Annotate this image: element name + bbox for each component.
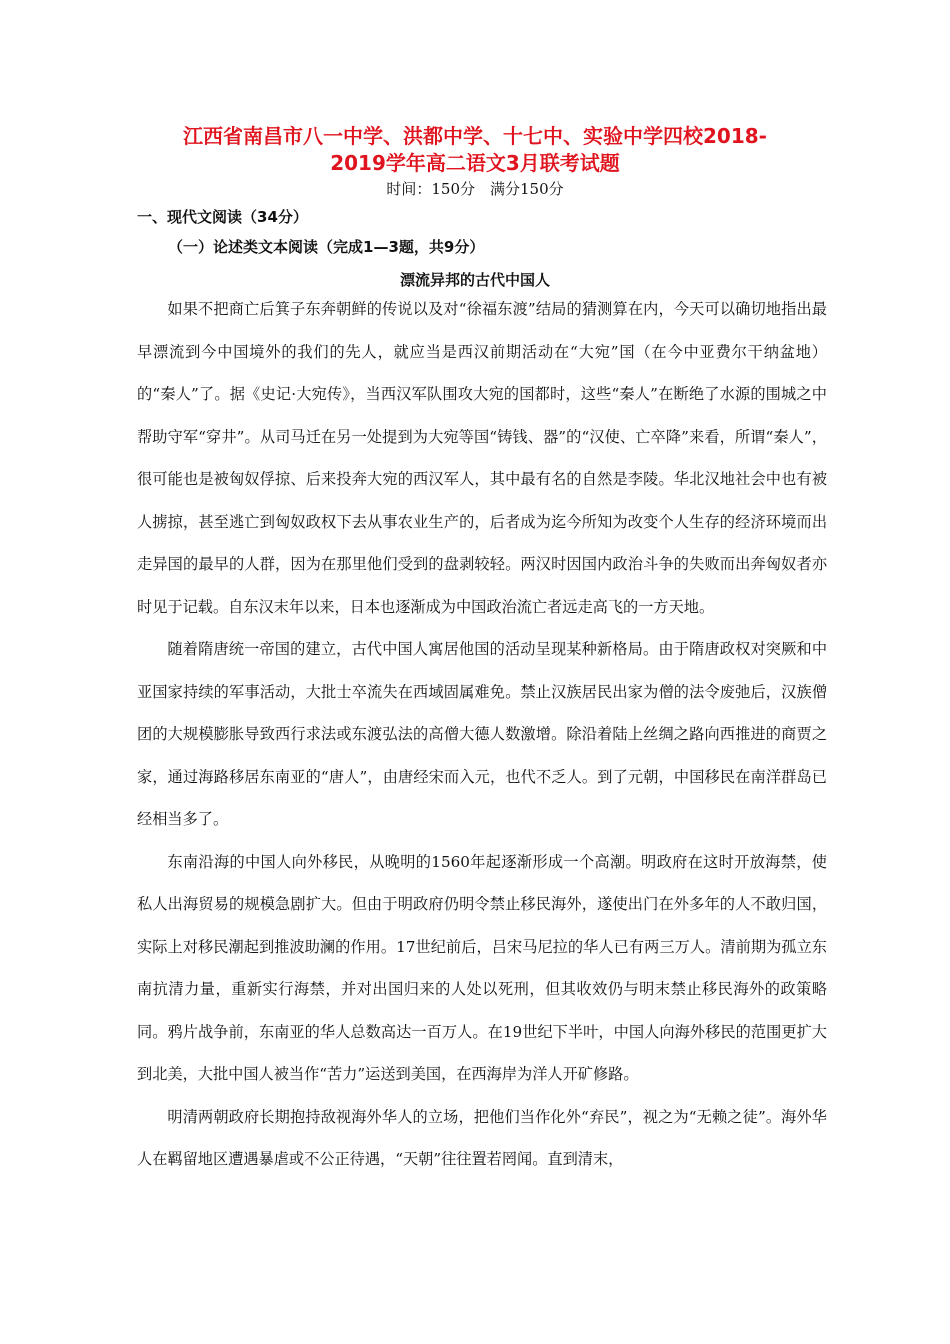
section-subheading: （一）论述类文本阅读（完成1—3题，共9分） [168, 238, 485, 256]
section-heading: 一、现代文阅读（34分） [137, 208, 308, 226]
article-paragraph-1: 如果不把商亡后箕子东奔朝鲜的传说以及对“徐福东渡”结局的猜测算在内，今天可以确切地指出最早漂流到今中国境外的我们的先人，就应当是西汉前期活动在“大宛”国（在今中亚费尔干纳盆地）的“秦人”了。据《史记·大宛传》，当西汉军队围攻大宛的国都时，这些“秦人”在断绝了水源的围城之中帮助守军“穿井”。从司马迁在另一处提到为大宛等国“铸钱、器”的“汉使、亡卒降”来看，所谓“秦人”，很可能也是被匈奴俘掠、后来投奔大宛的西汉军人，其中最有名的自然是李陵。华北汉地社会中也有被人掳掠，甚至逃亡到匈奴政权下去从事农业生产的，后者成为迄今所知为改变个人生存的经济环境而出走异国的最早的人群，因为在那里他们受到的盘剥较轻。两汉时因国内政治斗争的失败而出奔匈奴者亦时见于记载。自东汉末年以来，日本也逐渐成为中国政治流亡者远走高飞的一方天地。 [137, 300, 827, 616]
exam-title-line-2: 2019学年高二语文3月联考试题 [330, 151, 620, 175]
exam-time-score: 时间：150分 满分150分 [386, 180, 564, 198]
article-paragraph-4: 明清两朝政府长期抱持敌视海外华人的立场，把他们当作化外“弃民”，视之为“无赖之徒”。海外华人在羁留地区遭遇暴虐或不公正待遇，“天朝”往往置若罔闻。直到清末， [137, 1107, 827, 1168]
article-title: 漂流异邦的古代中国人 [399, 271, 550, 289]
exam-title-line-1: 江西省南昌市八一中学、洪都中学、十七中、实验中学四校2018- [183, 124, 767, 148]
article-paragraph-3: 东南沿海的中国人向外移民，从晚明的1560年起逐渐形成一个高潮。明政府在这时开放海禁，使私人出海贸易的规模急剧扩大。但由于明政府仍明令禁止移民海外，遂使出门在外多年的人不敢归国，实际上对移民潮起到推波助澜的作用。17世纪前后，吕宋马尼拉的华人已有两三万人。清前期为孤立东南抗清力量，重新实行海禁，并对出国归来的人处以死刑，但其收效仍与明末禁止移民海外的政策略同。鸦片战争前，东南亚的华人总数高达一百万人。在19世纪下半叶，中国人向海外移民的范围更扩大到北美，大批中国人被当作“苦力”运送到美国，在西海岸为洋人开矿修路。 [137, 852, 827, 1083]
article-paragraph-2: 随着隋唐统一帝国的建立，古代中国人寓居他国的活动呈现某种新格局。由于隋唐政权对突厥和中亚国家持续的军事活动，大批士卒流失在西域固属难免。禁止汉族居民出家为僧的法令废弛后，汉族僧团的大规模膨胀导致西行求法或东渡弘法的高僧大德人数激增。除沿着陆上丝绸之路向西推进的商贾之家，通过海路移居东南亚的“唐人”，由唐经宋而入元，也代不乏人。到了元朝，中国移民在南洋群岛已经相当多了。 [137, 640, 827, 828]
article-body [137, 288, 827, 1181]
